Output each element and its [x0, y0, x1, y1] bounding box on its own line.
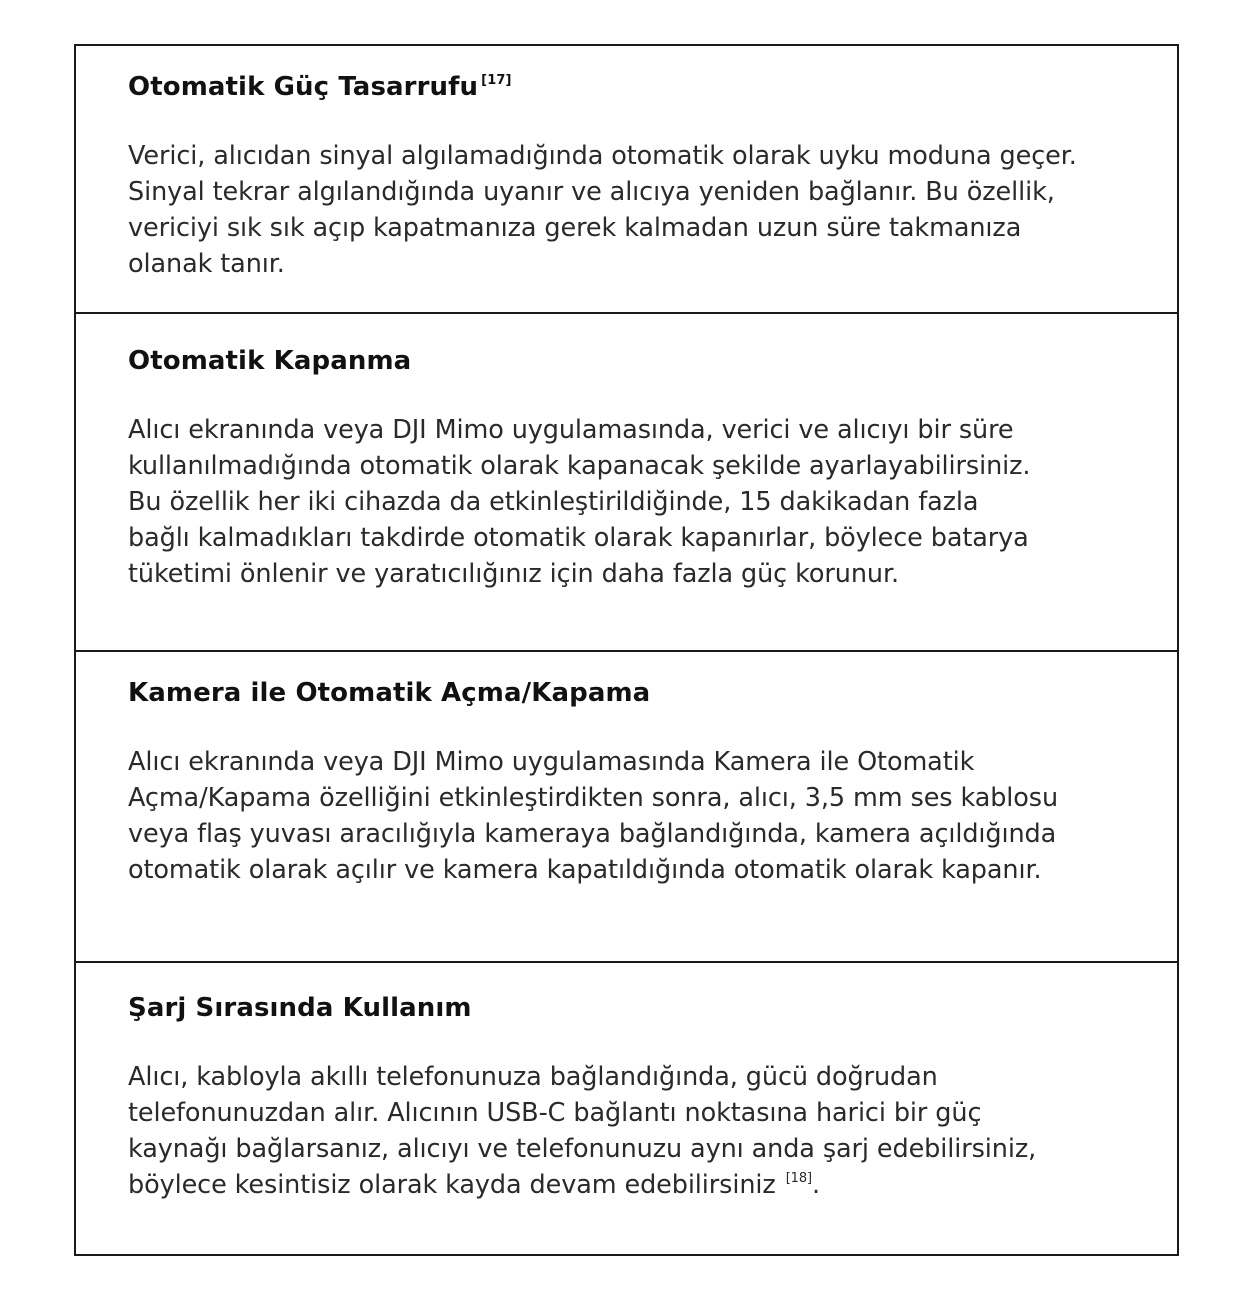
end-punctuation: . — [811, 1170, 820, 1200]
section-body — [128, 744, 1137, 888]
section-title: Kamera ile Otomatik Açma/Kapama — [128, 678, 651, 708]
body-line: telefonunuzdan alır. Alıcının USB-C bağlantı noktasına harici bir güç — [128, 1098, 982, 1128]
footnote-ref: [18] — [785, 1171, 812, 1186]
section-title: Otomatik Kapanma — [128, 346, 412, 376]
body-line: Alıcı ekranında veya DJI Mimo uygulamasında Kamera ile Otomatik — [128, 747, 975, 777]
body-line — [128, 1167, 1137, 1203]
feature-row-auto-power-saving — [76, 46, 1177, 314]
feature-table — [74, 44, 1179, 1256]
body-line: kullanılmadığında otomatik olarak kapanacak şekilde ayarlayabilirsiniz. — [128, 451, 1031, 481]
section-body — [128, 1059, 1137, 1203]
body-line: Bu özellik her iki cihazda da etkinleştirildiğinde, 15 dakikadan fazla — [128, 487, 979, 517]
feature-row-charging-use — [76, 963, 1177, 1254]
section-title-text: Otomatik Güç Tasarrufu — [128, 72, 479, 102]
section-body — [128, 412, 1137, 592]
feature-row-camera-auto-onoff — [76, 652, 1177, 963]
body-line: olanak tanır. — [128, 249, 285, 279]
body-line-text: böylece kesintisiz olarak kayda devam edebilirsiniz — [128, 1170, 776, 1200]
body-line: Sinyal tekrar algılandığında uyanır ve alıcıya yeniden bağlanır. Bu özellik, — [128, 177, 1055, 207]
section-title — [128, 70, 1137, 104]
body-line: veya flaş yuvası aracılığıyla kameraya bağlandığında, kamera açıldığında — [128, 819, 1057, 849]
section-body — [128, 138, 1137, 282]
body-line: Açma/Kapama özelliğini etkinleştirdikten sonra, alıcı, 3,5 mm ses kablosu — [128, 783, 1059, 813]
feature-row-auto-power-off — [76, 314, 1177, 652]
body-line: vericiyi sık sık açıp kapatmanıza gerek kalmadan uzun süre takmanıza — [128, 213, 1022, 243]
section-title: Şarj Sırasında Kullanım — [128, 993, 472, 1023]
body-line: bağlı kalmadıkları takdirde otomatik olarak kapanırlar, böylece batarya — [128, 523, 1029, 553]
body-line: Alıcı ekranında veya DJI Mimo uygulamasında, verici ve alıcıyı bir süre — [128, 415, 1014, 445]
body-line: Alıcı, kabloyla akıllı telefonunuza bağlandığında, gücü doğrudan — [128, 1062, 938, 1092]
body-line: tüketimi önlenir ve yaratıcılığınız için daha fazla güç korunur. — [128, 559, 899, 589]
body-line: otomatik olarak açılır ve kamera kapatıldığında otomatik olarak kapanır. — [128, 855, 1042, 885]
footnote-ref: [17] — [481, 73, 512, 88]
body-line: kaynağı bağlarsanız, alıcıyı ve telefonunuzu aynı anda şarj edebilirsiniz, — [128, 1134, 1037, 1164]
body-line: Verici, alıcıdan sinyal algılamadığında otomatik olarak uyku moduna geçer. — [128, 141, 1077, 171]
